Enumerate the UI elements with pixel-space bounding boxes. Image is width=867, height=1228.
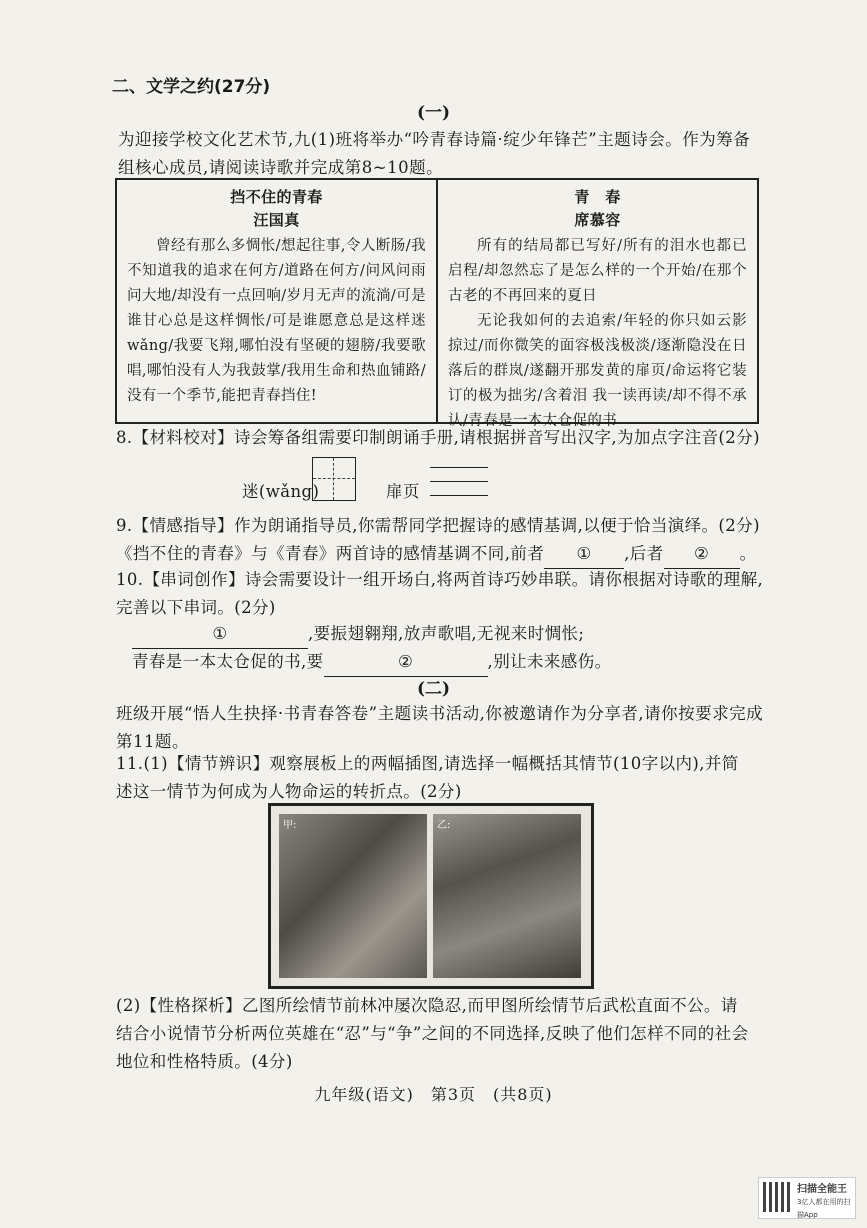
illustration-b-label: 乙:	[437, 820, 451, 831]
poem-right	[438, 180, 757, 429]
illustration-a-label: 甲:	[283, 820, 297, 831]
q10-line-1-text: ,要振翅翱翔,放声歌唱,无视来时惆怅;	[308, 624, 585, 643]
q10-line-2	[132, 648, 772, 677]
poem-title: 青 春	[574, 188, 621, 206]
answer-blank-1[interactable]: ①	[544, 540, 624, 569]
q10-line-2-text: 青春是一本太仓促的书,要	[132, 652, 324, 671]
question-11-2: (2)【性格探析】乙图所绘情节前林冲屡次隐忍,而甲图所绘情节后武松直面不公。请结合小说情节分析两位英雄在“忍”与“争”之间的不同选择,反映了他们怎样不同的社会地位和性格特质。(4分)	[116, 996, 749, 1071]
q9-mid-text: ,后者	[624, 544, 664, 563]
qr-code-icon	[763, 1182, 793, 1212]
answer-blank-1[interactable]: ①	[132, 620, 308, 649]
answer-grid-box[interactable]	[312, 457, 356, 501]
q8-word-2: 扉页	[386, 482, 420, 501]
pinyin-answer-line[interactable]	[430, 467, 488, 468]
answer-blank-2[interactable]: ②	[324, 648, 488, 677]
scanner-watermark	[758, 1177, 856, 1219]
part2-intro: 班级开展“悟人生抉择·书青春答卷”主题读书活动,你被邀请作为分享者,请你按要求完成第11题。	[116, 704, 764, 751]
watermark-line-2: 3亿人都在用的扫描App	[797, 1198, 851, 1219]
pinyin-answer-line[interactable]	[430, 481, 488, 482]
section-title: 二、文学之约(27分)	[112, 77, 271, 97]
poem-body: 所有的结局都已写好/所有的泪水也都已启程/却忽然忘了是怎么样的一个开始/在那个古老的不再回来的夏日	[448, 238, 747, 304]
part1-intro: 为迎接学校文化艺术节,九(1)班将举办“吟青春诗篇·绽少年锋芒”主题诗会。作为筹备组核心成员,请阅读诗歌并完成第8~10题。	[118, 130, 751, 177]
poem-body: 无论我如何的去追索/年轻的你只如云影掠过/而你微笑的面容极浅极淡/逐渐隐没在日落后的群岚/遂翻开那发黄的扉页/命运将它装订的极为拙劣/含着泪 我一读再读/却不得不承认/青春是一本太仓促的书	[448, 313, 747, 429]
poem-title: 挡不住的青春	[230, 188, 323, 206]
poem-author: 席慕容	[574, 211, 621, 229]
question-8: 8.【材料校对】诗会筹备组需要印制朗诵手册,请根据拼音写出汉字,为加点字注音(2分)	[116, 428, 760, 447]
question-9: 9.【情感指导】作为朗诵指导员,你需帮同学把握诗的感情基调,以便于恰当演绎。(2分)	[116, 516, 760, 535]
illustration-a	[279, 814, 427, 978]
poem-author: 汪国真	[253, 211, 300, 229]
question-11-1: 11.(1)【情节辨识】观察展板上的两幅插图,请选择一幅概括其情节(10字以内),并简述这一情节为何成为人物命运的转折点。(2分)	[116, 754, 739, 801]
q9-fill-line	[116, 540, 766, 569]
answer-blank-2[interactable]: ②	[664, 540, 740, 569]
q9-line-text: 《挡不住的青春》与《青春》两首诗的感情基调不同,前者	[116, 544, 545, 563]
q8-word-1: 迷(wǎng)	[242, 482, 320, 501]
pinyin-answer-line[interactable]	[430, 495, 488, 496]
page-footer: 九年级(语文) 第3页 (共8页)	[314, 1085, 553, 1104]
poem-left	[117, 180, 438, 422]
q10-line-2-end: ,别让未来感伤。	[487, 652, 612, 671]
illustration-board	[268, 803, 594, 989]
part2-label: (二)	[416, 679, 451, 699]
watermark-text	[797, 1183, 855, 1222]
watermark-line-1: 扫描全能王	[797, 1184, 847, 1195]
part1-label: (一)	[416, 103, 451, 123]
q10-line-1	[132, 620, 772, 649]
illustration-b	[433, 814, 581, 978]
poem-body: 曾经有那么多惆怅/想起往事,令人断肠/我不知道我的追求在何方/道路在何方/问风问雨问大地/却没有一点回响/岁月无声的流淌/可是谁甘心总是这样惆怅/可是谁愿意总是这样迷 wǎng/我要飞翔,哪怕没有坚硬的翅膀/我要歌唱,哪怕没有人为我鼓掌/我用生命和热血铺路/没有一个季节,能把青春挡住!	[127, 238, 426, 404]
question-10: 10.【串词创作】诗会需要设计一组开场白,将两首诗巧妙串联。请你根据对诗歌的理解,完善以下串词。(2分)	[116, 570, 764, 617]
q9-end-text: 。	[739, 544, 757, 563]
poem-table	[115, 178, 759, 429]
